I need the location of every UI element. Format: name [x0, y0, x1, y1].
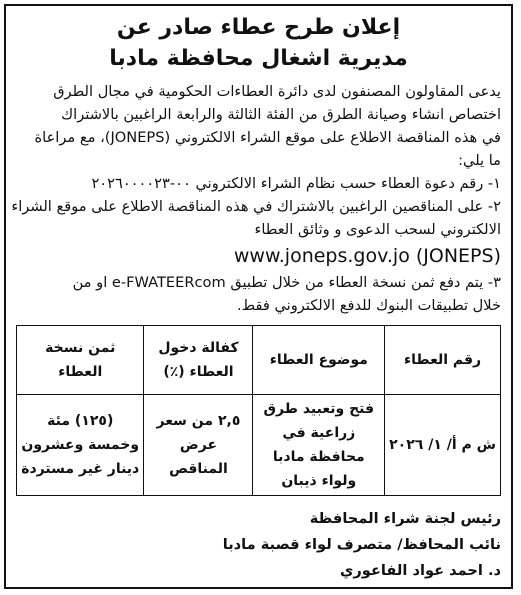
intro-line-2: اختصاص انشاء وصيانة الطرق من الفئة الثالثة والرابعة الراغبين بالاشتراك — [61, 106, 501, 123]
header-tender-number: رقم العطاء — [385, 326, 501, 395]
announcement-title: إعلان طرح عطاء صادر عن — [116, 15, 401, 40]
condition-2-line-2: الالكتروني لسحب الدعوى و وثائق العطاء — [254, 221, 501, 238]
cell-tender-number: ش م أ/ ١/ ٢٠٢٦ — [385, 395, 501, 496]
signature-position: نائب المحافظ/ متصرف لواء قصبة مادبا — [222, 536, 501, 553]
signature-block — [16, 506, 501, 584]
cell-copy-price: (١٢٥) مئة وخمسة وعشرون دينار غير مستردة — [17, 395, 144, 496]
tender-table — [16, 325, 501, 496]
table-row — [17, 395, 501, 496]
condition-3-line-2: خلال تطبيقات البنوك للدفع الالكتروني فقط. — [237, 297, 501, 314]
intro-paragraph — [16, 80, 501, 172]
table-header-row — [17, 326, 501, 395]
issuing-directorate: مديرية اشغال محافظة مادبا — [109, 46, 408, 71]
cell-tender-subject: فتح وتعبيد طرق زراعية في محافظة مادبا ولواء ذيبان — [253, 395, 385, 496]
joneps-link[interactable]: (www.joneps.gov.jo (JONEPS — [233, 245, 501, 267]
header-copy-price: ثمن نسخة العطاء — [17, 326, 144, 395]
condition-1: ١- رقم دعوة العطاء حسب نظام الشراء الالكتروني ٠٠-٢٠٢٦٠٠٠٠٢٣ — [91, 175, 501, 192]
condition-3-line-1: ٣- يتم دفع ثمن نسخة العطاء من خلال تطبيق e-FWATEERcom او من — [72, 274, 501, 291]
cell-guarantee: ٢,٥ من سعر عرض المناقص — [144, 395, 253, 496]
conditions-list — [11, 172, 501, 317]
signatory-name: د. احمد عواد الفاعوري — [340, 562, 501, 579]
condition-2-line-1: ٢- على المناقصين الراغبين بالاشتراك في هذه المناقصة الاطلاع على موقع الشراء — [11, 198, 501, 215]
intro-line-3: في هذه المناقصة الاطلاع على موقع الشراء الالكتروني (JONEPS)، مع مراعاة — [34, 129, 501, 146]
signature-title: رئيس لجنة شراء المحافظة — [309, 510, 501, 527]
header-tender-subject: موضوع العطاء — [253, 326, 385, 395]
header-guarantee: كفالة دخول العطاء (٪) — [144, 326, 253, 395]
intro-line-4: ما يلي: — [458, 152, 501, 169]
intro-line-1: يدعى المقاولون المصنفون لدى دائرة العطاءات الحكومية في مجال الطرق — [53, 83, 501, 100]
tender-announcement — [4, 4, 513, 589]
